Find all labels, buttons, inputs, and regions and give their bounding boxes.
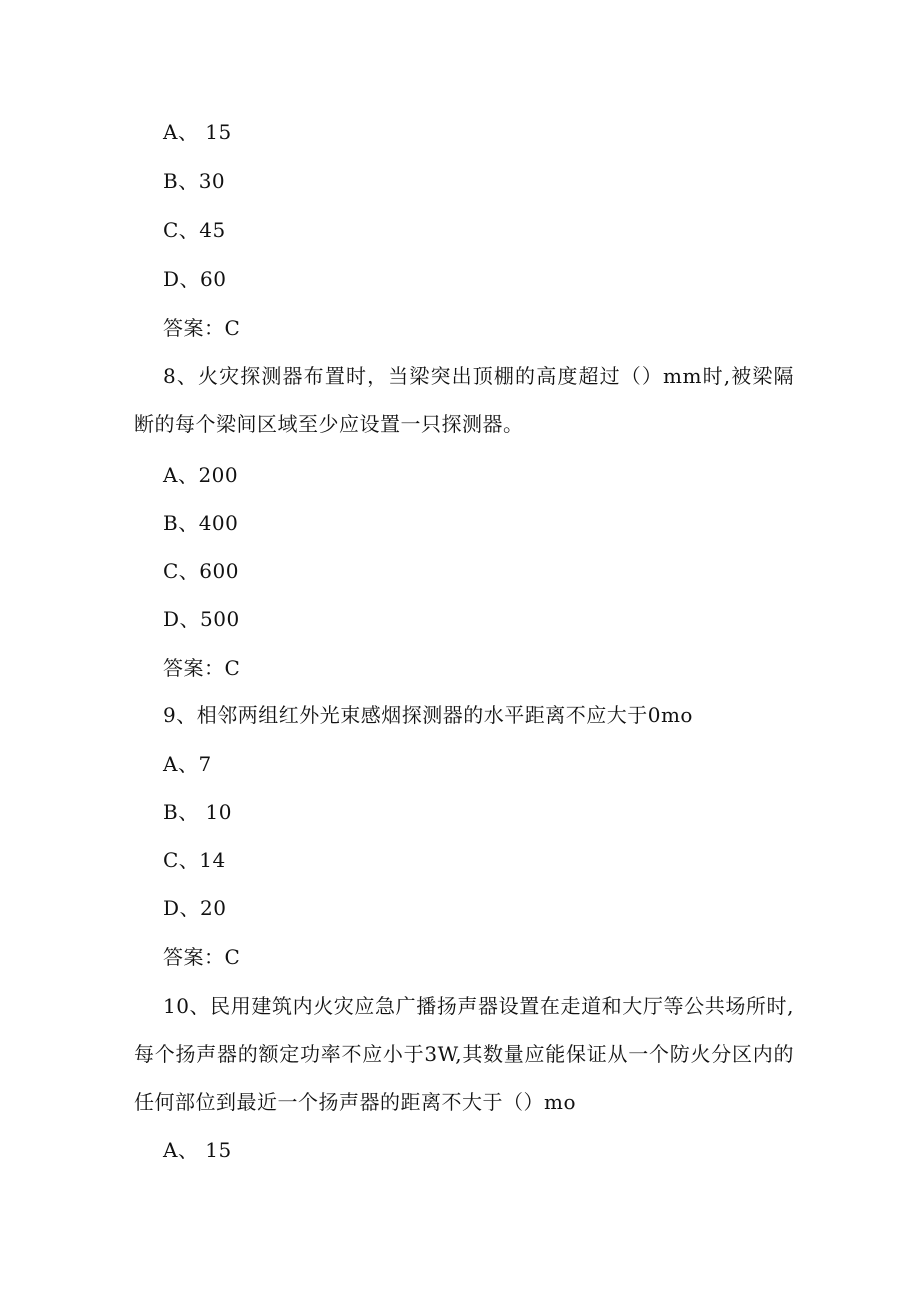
option-b-q8: B、400 — [163, 511, 239, 535]
option-b-q7: B、30 — [163, 169, 226, 193]
question-10: 10、民用建筑内火灾应急广播扬声器设置在走道和大厅等公共场所时,每个扬声器的额定功率不应小于3W,其数量应能保证从一个防火分区内的任何部位到最近一个扬声器的距离不大于（）mo — [134, 994, 794, 1114]
question-8: 8、火灾探测器布置时，当梁突出顶棚的高度超过（）mm时,被梁隔断的每个梁间区域至少应设置一只探测器。 — [134, 364, 794, 436]
option-a-q10: A、 15 — [163, 1138, 232, 1162]
option-b-q9: B、 10 — [163, 800, 233, 824]
question-9: 9、相邻两组红外光束感烟探测器的水平距离不应大于0mo — [163, 703, 693, 727]
option-a-q8: A、200 — [163, 463, 239, 487]
option-c-q7: C、45 — [163, 218, 226, 242]
option-d-q9: D、20 — [163, 896, 227, 920]
option-a-q9: A、7 — [163, 752, 212, 776]
option-d-q8: D、500 — [163, 607, 240, 631]
option-c-q9: C、14 — [163, 848, 226, 872]
answer-q7: 答案：C — [163, 316, 241, 340]
option-a-q7: A、 15 — [163, 120, 232, 144]
option-d-q7: D、60 — [163, 267, 227, 291]
answer-q9: 答案：C — [163, 945, 241, 969]
answer-q8: 答案：C — [163, 656, 241, 680]
option-c-q8: C、600 — [163, 559, 239, 583]
